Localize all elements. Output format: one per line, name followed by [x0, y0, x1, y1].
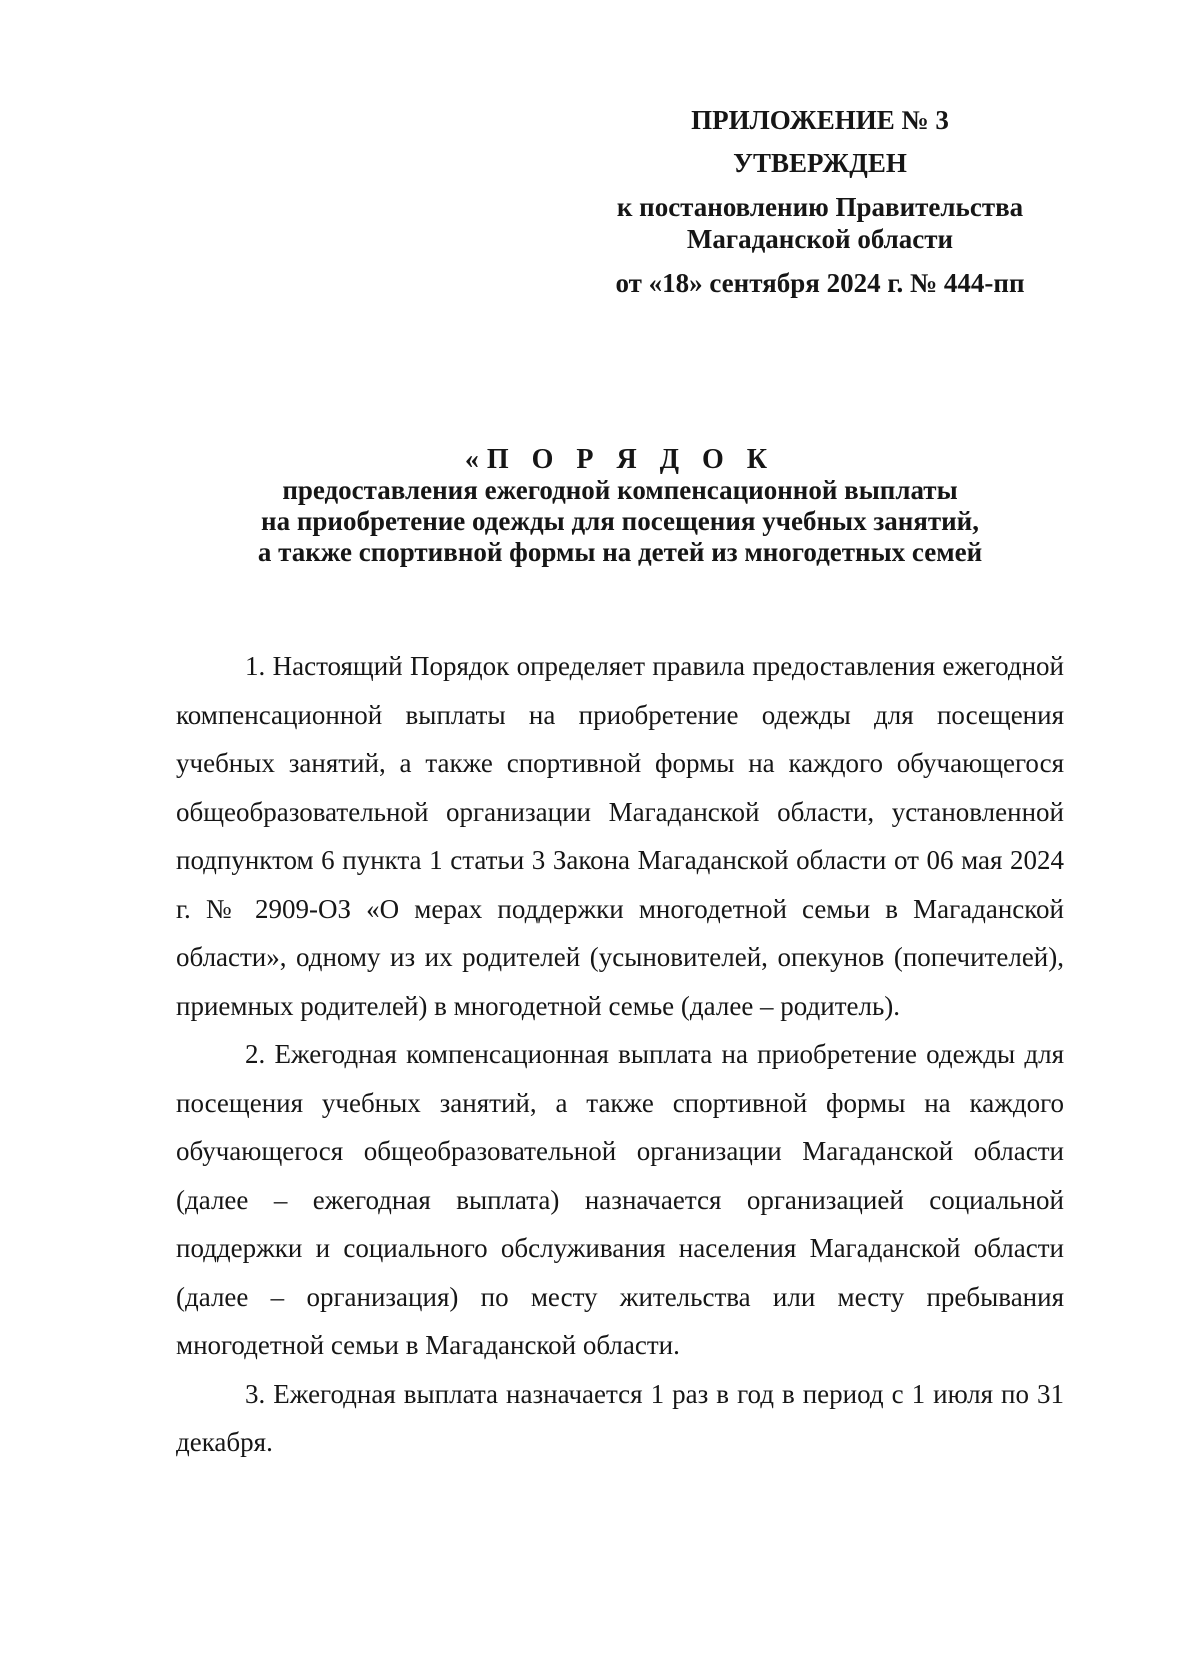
- document-heading: «П О Р Я Д О К: [464, 444, 776, 475]
- approved-label: УТВЕРЖДЕН: [733, 148, 907, 178]
- paragraph-1: 1. Настоящий Порядок определяет правила предоставления ежегодной компенсационной выплаты на приобретение одежды для посещения учебных занятий, а также спортивной формы на каждого обучающегося общеобразовательной организации Магаданской области, установленной подпунктом 6 пункта 1 статьи 3 Закона Магаданской области от 06 мая 2024 г. № 2909-ОЗ «О мерах поддержки многодетной семьи в Магаданской области», одному из их родителей (усыновителей, опекунов (попечителей), приемных родителей) в многодетной семье (далее – родитель).: [176, 651, 1064, 1021]
- document-subtitle-line-1: предоставления ежегодной компенсационной выплаты: [282, 475, 958, 505]
- document-subtitle-line-2: на приобретение одежды для посещения учебных занятий,: [261, 506, 979, 536]
- paragraph-2: 2. Ежегодная компенсационная выплата на приобретение одежды для посещения учебных занятий, а также спортивной формы на каждого обучающегося общеобразовательной организации Магаданской области (далее – ежегодная выплата) назначается организацией социальной поддержки и социального обслуживания населения Магаданской области (далее – организация) по месту жительства или месту пребывания многодетной семьи в Магаданской области.: [176, 1039, 1064, 1360]
- document-title-block: [180, 444, 1060, 568]
- approval-stamp-block: [600, 104, 1040, 299]
- resolution-reference-line-1: к постановлению Правительства: [616, 192, 1024, 222]
- resolution-reference-line-2: Магаданской области: [686, 224, 954, 254]
- appendix-number: ПРИЛОЖЕНИЕ № 3: [691, 105, 949, 135]
- resolution-date-number: от «18» сентября 2024 г. № 444-пп: [615, 268, 1025, 298]
- document-body: [176, 642, 1064, 1467]
- document-subtitle-line-3: а также спортивной формы на детей из многодетных семей: [257, 537, 983, 567]
- paragraph-3: 3. Ежегодная выплата назначается 1 раз в год в период с 1 июля по 31 декабря.: [176, 1378, 1064, 1457]
